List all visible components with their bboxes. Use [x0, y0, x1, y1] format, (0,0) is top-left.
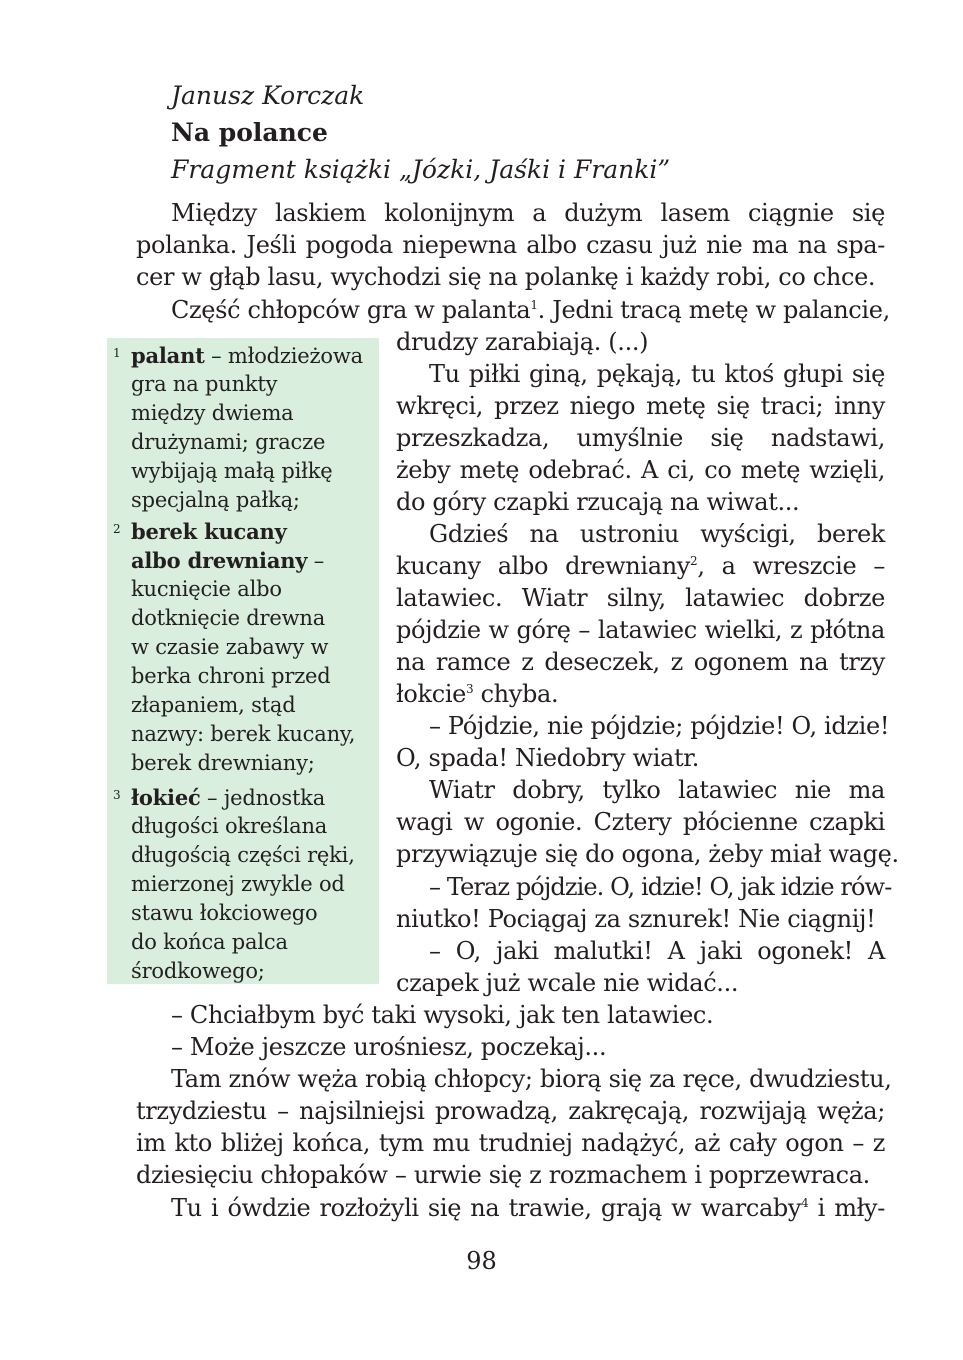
footnote-text: – jednostka	[200, 786, 326, 810]
body-line: im kto bliżej końca, tym mu trudniej nadążyć, aż cały ogon – z	[136, 1129, 885, 1157]
body-line: Tu piłki giną, pękają, tu ktoś głupi się	[429, 360, 885, 388]
body-line: niutko! Pociągaj za sznurek! Nie ciągnij!	[396, 905, 876, 933]
body-line: – Teraz pójdzie. O, idzie! O, jak idzie rów-	[429, 873, 892, 901]
body-line	[171, 1192, 885, 1224]
body-text: Tu i ówdzie rozłożyli się na trawie, grają w warcaby	[171, 1194, 802, 1222]
body-line: przywiązuje się do ogona, żeby miał wagę.	[396, 840, 899, 868]
body-line: trzydziestu – najsilniejsi prowadzą, zakręcają, rozwijają węża;	[136, 1097, 885, 1125]
body-text: Część chłopców gra w palanta	[171, 296, 531, 324]
story-subtitle: Fragment książki „Józki, Jaśki i Franki”	[171, 155, 671, 184]
body-line: cer w głąb lasu, wychodzi się na polankę i każdy robi, co chce.	[136, 263, 876, 291]
body-text: łokcie	[396, 680, 466, 708]
body-line: – Może jeszcze urośniesz, poczekaj...	[171, 1033, 607, 1061]
body-line: czapek już wcale nie widać...	[396, 969, 739, 997]
body-line: – Chciałbym być taki wysoki, jak ten latawiec.	[171, 1001, 714, 1029]
body-line: wagi w ogonie. Cztery płócienne czapki	[396, 808, 885, 836]
footnote-line: drużynami; gracze	[131, 430, 326, 454]
footnote-line: gra na punkty	[131, 372, 278, 396]
footnote-line: nazwy: berek kucany,	[131, 722, 356, 746]
footnote-ref: 2	[690, 554, 698, 568]
footnote-line: długości określana	[131, 814, 328, 838]
footnote-number: 3	[113, 788, 121, 802]
footnote-line: stawu łokciowego	[131, 901, 318, 925]
body-line: O, spada! Niedobry wiatr.	[396, 744, 700, 772]
footnote-line: wybijają małą piłkę	[131, 459, 333, 483]
body-line: pójdzie w górę – latawiec wielki, z płótna	[396, 616, 885, 644]
footnote-line: między dwiema	[131, 401, 294, 425]
body-line: przeszkadza, umyślnie się nadstawi,	[396, 424, 885, 452]
body-line	[396, 550, 885, 582]
body-line: żeby metę odebrać. A ci, co metę wzięli,	[396, 456, 885, 484]
footnote-line	[131, 783, 325, 813]
body-line: Wiatr dobry, tylko latawiec nie ma	[429, 776, 885, 804]
body-line	[171, 294, 890, 326]
body-line: – O, jaki malutki! A jaki ogonek! A	[429, 937, 885, 965]
body-text: , a wreszcie –	[697, 552, 885, 580]
body-line: dziesięciu chłopaków – urwie się z rozmachem i poprzewraca.	[136, 1161, 870, 1189]
footnote-number: 1	[113, 346, 121, 360]
body-line: wkręci, przez niego metę się traci; inny	[396, 392, 885, 420]
footnote-text: –	[307, 549, 325, 573]
footnote-line	[131, 546, 324, 576]
footnote-line: długością części ręki,	[131, 843, 355, 867]
footnote-line: do końca palca	[131, 930, 288, 954]
footnote-line: środkowego;	[131, 959, 265, 983]
body-text: kucany albo drewniany	[396, 552, 691, 580]
body-line: do góry czapki rzucają na wiwat...	[396, 488, 800, 516]
author-name: Janusz Korczak	[171, 81, 365, 110]
footnote-line: berek drewniany;	[131, 751, 315, 775]
footnote-line: w czasie zabawy w	[131, 635, 329, 659]
footnote-ref: 3	[466, 682, 474, 696]
body-line: latawiec. Wiatr silny, latawiec dobrze	[396, 584, 885, 612]
body-line: Tam znów węża robią chłopcy; biorą się za ręce, dwudziestu,	[171, 1065, 892, 1093]
footnote-line	[131, 341, 363, 371]
footnote-term: albo drewniany	[131, 548, 308, 573]
footnote-term: łokieć	[131, 785, 201, 810]
body-line	[396, 678, 885, 710]
body-line: – Pójdzie, nie pójdzie; pójdzie! O, idzie!	[429, 712, 890, 740]
body-line: Między laskiem kolonijnym a dużym lasem ciągnie się	[171, 199, 885, 227]
body-line: na ramce z deseczek, z ogonem na trzy	[396, 648, 885, 676]
footnotes-box	[107, 338, 379, 984]
footnote-number: 2	[113, 522, 121, 536]
footnote-line: mierzonej zwykle od	[131, 872, 345, 896]
footnote-line: specjalną pałką;	[131, 488, 300, 512]
body-line: polanka. Jeśli pogoda niepewna albo czasu już nie ma na spa-	[136, 231, 885, 259]
footnote-ref: 1	[530, 298, 538, 312]
body-text: i mły-	[808, 1194, 886, 1222]
footnote-line: berka chroni przed	[131, 664, 331, 688]
footnote-term: palant	[131, 343, 205, 368]
footnote-line: kucnięcie albo	[131, 577, 282, 601]
footnote-term: berek kucany	[131, 519, 287, 544]
footnote-line: złapaniem, stąd	[131, 693, 296, 717]
footnote-line: dotknięcie drewna	[131, 606, 326, 630]
body-line: Gdzieś na ustroniu wyścigi, berek	[429, 520, 885, 548]
footnote-ref: 4	[801, 1196, 809, 1210]
body-text: . Jedni tracą metę w palancie,	[537, 296, 890, 324]
page-number: 98	[466, 1247, 497, 1275]
body-text: chyba.	[473, 680, 559, 708]
footnote-text: – młodzieżowa	[204, 344, 363, 368]
story-title: Na polance	[171, 118, 328, 147]
body-line: drudzy zarabiają. (...)	[396, 328, 649, 356]
